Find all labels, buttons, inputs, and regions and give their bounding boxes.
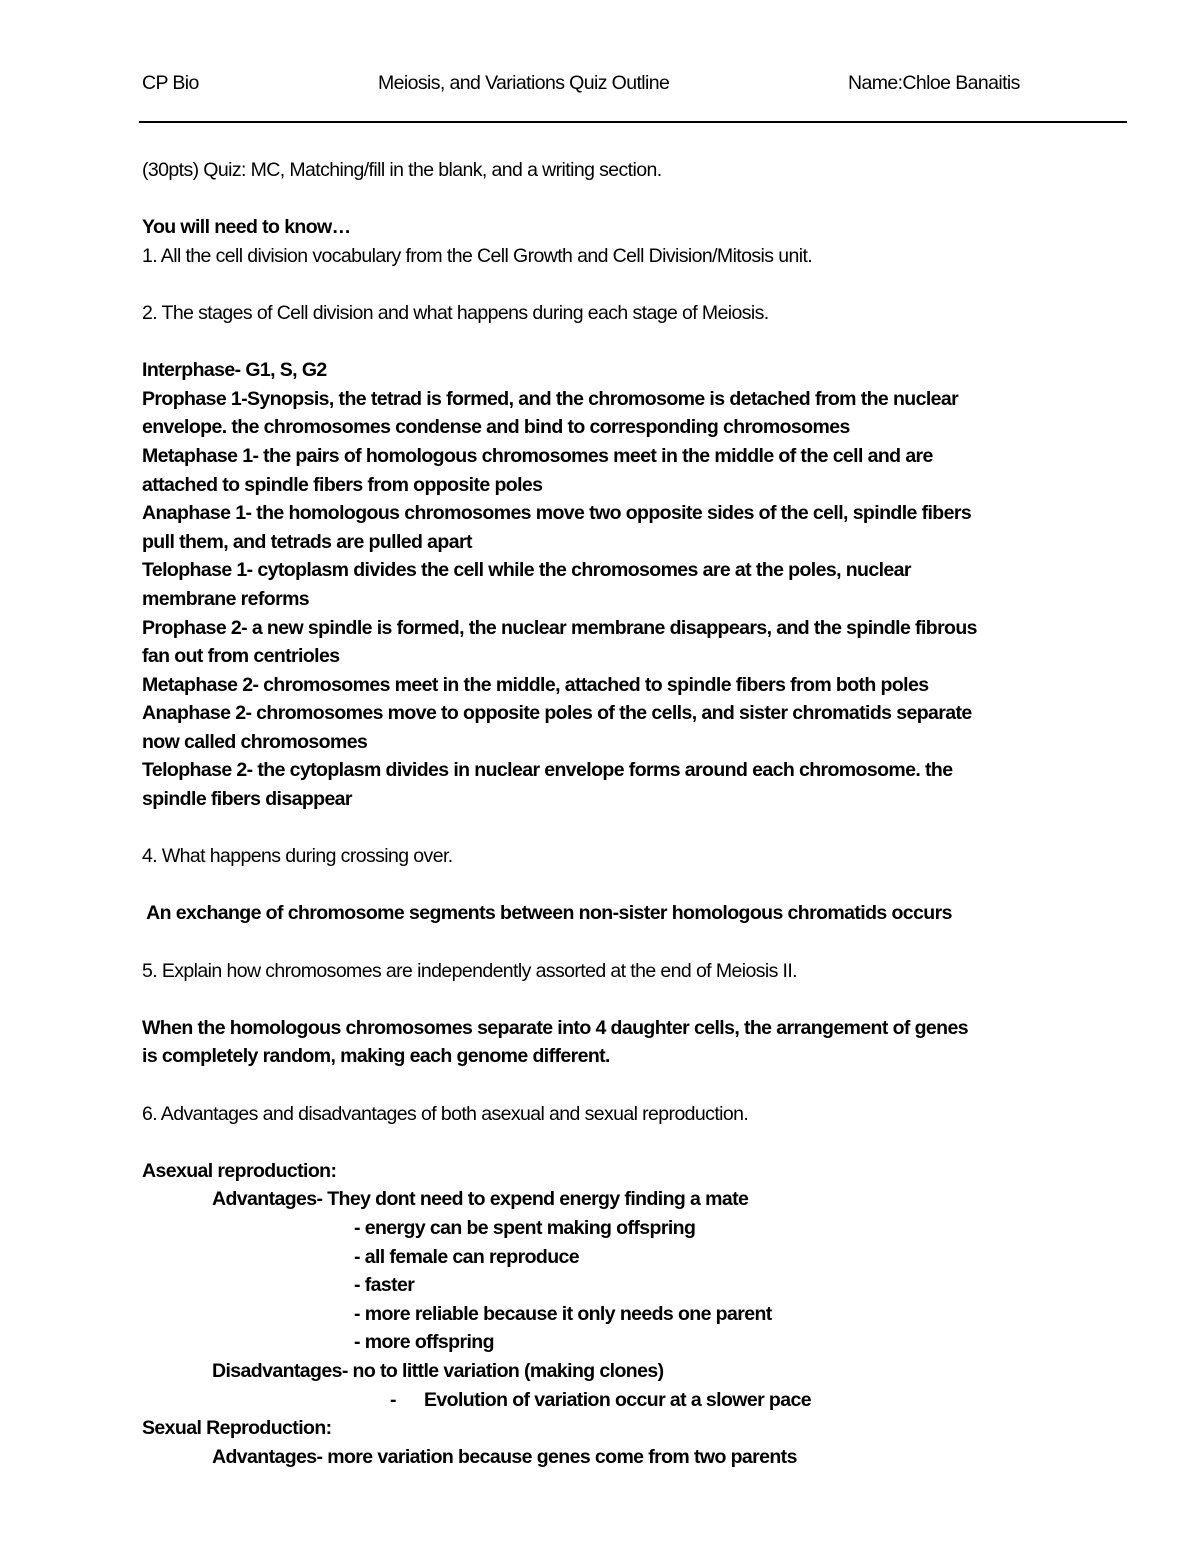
stage-line: Anaphase 2- chromosomes move to opposite poles of the cells, and sister chromatids separate <box>142 702 972 725</box>
stage-line: membrane reforms <box>142 587 310 610</box>
stage-line: now called chromosomes <box>142 730 368 753</box>
stage-line: Prophase 1-Synopsis, the tetrad is formed, and the chromosome is detached from the nuclear <box>142 387 959 410</box>
answer-5-line: is completely random, making each genome different. <box>142 1045 610 1068</box>
advantage-item: - faster <box>354 1274 415 1297</box>
asexual-heading: Asexual reproduction: <box>142 1159 337 1182</box>
advantage-item: - more offspring <box>354 1331 494 1354</box>
student-name: Name:Chloe Banaitis <box>848 72 1020 94</box>
need-to-know-heading: You will need to know… <box>142 216 351 239</box>
answer-5-line: When the homologous chromosomes separate into 4 daughter cells, the arrangement of genes <box>142 1016 968 1039</box>
advantage-item: - all female can reproduce <box>354 1245 579 1268</box>
stage-line: Metaphase 1- the pairs of homologous chromosomes meet in the middle of the cell and are <box>142 444 933 467</box>
sexual-advantages: Advantages- more variation because genes come from two parents <box>212 1445 797 1468</box>
stage-line: pull them, and tetrads are pulled apart <box>142 530 472 553</box>
asexual-disadvantages: Disadvantages- no to little variation (making clones) <box>212 1359 664 1382</box>
item-4: 4. What happens during crossing over. <box>142 845 453 868</box>
item-5: 5. Explain how chromosomes are independently assorted at the end of Meiosis II. <box>142 959 797 982</box>
document-title: Meiosis, and Variations Quiz Outline <box>378 72 670 94</box>
stage-line: Telophase 1- cytoplasm divides the cell while the chromosomes are at the poles, nuclear <box>142 559 911 582</box>
meiosis-stages <box>142 356 1142 814</box>
document-body <box>142 156 1142 1471</box>
course-label: CP Bio <box>142 72 199 94</box>
disadvantage-item-text: Evolution of variation occur at a slower pace <box>424 1388 811 1411</box>
answer-4: An exchange of chromosome segments between non-sister homologous chromatids occurs <box>142 902 952 925</box>
stage-line: envelope. the chromosomes condense and bind to corresponding chromosomes <box>142 416 850 439</box>
stage-line: Interphase- G1, S, G2 <box>142 359 327 382</box>
sexual-heading: Sexual Reproduction: <box>142 1417 332 1440</box>
page-header <box>0 72 1200 102</box>
stage-line: attached to spindle fibers from opposite poles <box>142 473 543 496</box>
item-2: 2. The stages of Cell division and what happens during each stage of Meiosis. <box>142 301 769 324</box>
item-1: 1. All the cell division vocabulary from the Cell Growth and Cell Division/Mitosis unit. <box>142 244 813 267</box>
stage-line: Anaphase 1- the homologous chromosomes move two opposite sides of the cell, spindle fibers <box>142 502 972 525</box>
stage-line: Metaphase 2- chromosomes meet in the middle, attached to spindle fibers from both poles <box>142 673 929 696</box>
advantage-item: - energy can be spent making offspring <box>354 1216 696 1239</box>
asexual-section <box>142 1157 1142 1414</box>
bullet-dash: - <box>390 1388 396 1411</box>
advantage-item: - more reliable because it only needs one parent <box>354 1302 772 1325</box>
disadvantage-item <box>142 1386 1142 1415</box>
quiz-intro: (30pts) Quiz: MC, Matching/fill in the blank, and a writing section. <box>142 159 662 181</box>
stage-line: Prophase 2- a new spindle is formed, the nuclear membrane disappears, and the spindle fibrous <box>142 616 977 639</box>
stage-line: spindle fibers disappear <box>142 788 352 811</box>
item-6: 6. Advantages and disadvantages of both asexual and sexual reproduction. <box>142 1102 749 1125</box>
sexual-section <box>142 1414 1142 1471</box>
stage-line: Telophase 2- the cytoplasm divides in nuclear envelope forms around each chromosome. the <box>142 759 953 782</box>
asexual-advantages: Advantages- They dont need to expend energy finding a mate <box>212 1188 749 1211</box>
header-divider <box>139 121 1127 123</box>
stage-line: fan out from centrioles <box>142 645 340 668</box>
